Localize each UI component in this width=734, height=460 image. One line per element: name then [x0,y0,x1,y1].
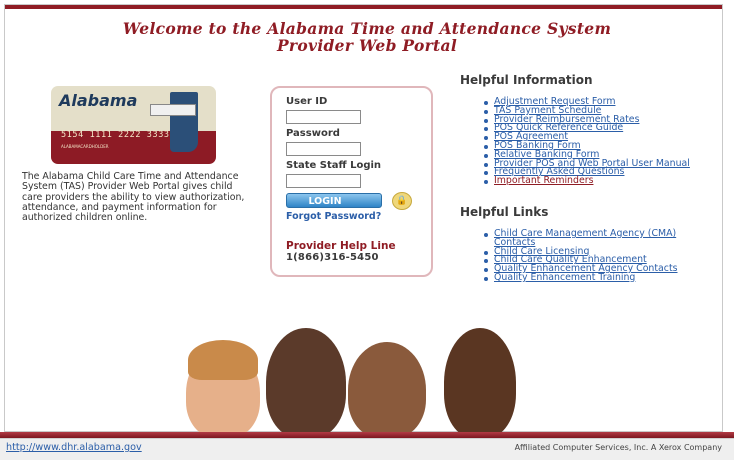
helpful-information-list [484,98,706,186]
helpful-links-list [484,230,706,283]
link-pos-agreement[interactable]: POS Agreement [484,133,706,142]
intro-description: The Alabama Child Care Time and Attendance System (TAS) Provider Web Portal gives child care providers the ability to view authorization, attendance, and payment information for authorized children online. [22,171,245,224]
title-line-1: Welcome to the Alabama Time and Attendance System [122,19,612,38]
forgot-password-link[interactable]: Forgot Password? [286,211,382,222]
user-id-input[interactable] [286,110,361,124]
alabama-card-image [51,86,216,164]
link-child-care-licensing[interactable]: Child Care Licensing [484,248,706,257]
link-adjustment-request-form[interactable]: Adjustment Request Form [484,98,706,107]
login-button[interactable]: LOGIN [286,193,382,208]
dhr-website-link[interactable]: http://www.dhr.alabama.gov [6,442,142,453]
link-pos-quick-reference-guide[interactable]: POS Quick Reference Guide [484,124,706,133]
login-panel [270,86,433,277]
state-staff-login-label: State Staff Login [286,160,382,171]
state-staff-login-input[interactable] [286,174,361,188]
card-number: 5154 1111 2222 3333 [61,130,170,140]
link-cma-contacts[interactable]: Child Care Management Agency (CMA) Contacts [484,230,706,248]
child-3-figure [348,342,426,438]
link-faq[interactable]: Frequently Asked Questions [484,168,706,177]
company-credit: Affiliated Computer Services, Inc. A Xerox Company [514,443,722,452]
helpful-links-heading: Helpful Links [460,205,549,219]
lock-icon: 🔒 [392,192,412,210]
card-holder-text: ALABAMACARDHOLDER [61,144,109,149]
child-2-figure [266,328,346,438]
link-quality-enhancement-training[interactable]: Quality Enhancement Training [484,274,706,283]
page-title [0,20,734,54]
card-chip-icon [150,104,196,116]
card-brand: Alabama [59,91,138,110]
child-1-hair [188,340,258,380]
link-user-manual[interactable]: Provider POS and Web Portal User Manual [484,160,706,169]
help-line-phone: 1(866)316-5450 [286,252,379,263]
link-important-reminders[interactable]: Important Reminders [484,177,706,186]
alabama-map-icon [170,92,198,152]
password-input[interactable] [286,142,361,156]
title-line-2: Provider Web Portal [276,36,458,55]
link-child-care-quality-enhancement[interactable]: Child Care Quality Enhancement [484,256,706,265]
user-id-label: User ID [286,96,328,107]
children-photo [178,320,548,438]
link-relative-banking-form[interactable]: Relative Banking Form [484,151,706,160]
link-pos-banking-form[interactable]: POS Banking Form [484,142,706,151]
link-provider-reimbursement-rates[interactable]: Provider Reimbursement Rates [484,116,706,125]
provider-help-line-label: Provider Help Line [286,240,396,252]
link-quality-enhancement-agency-contacts[interactable]: Quality Enhancement Agency Contacts [484,265,706,274]
top-accent-bar [5,5,722,9]
child-4-figure [444,328,516,438]
password-label: Password [286,128,340,139]
helpful-information-heading: Helpful Information [460,73,593,87]
link-tas-payment-schedule[interactable]: TAS Payment Schedule [484,107,706,116]
footer [0,438,734,460]
